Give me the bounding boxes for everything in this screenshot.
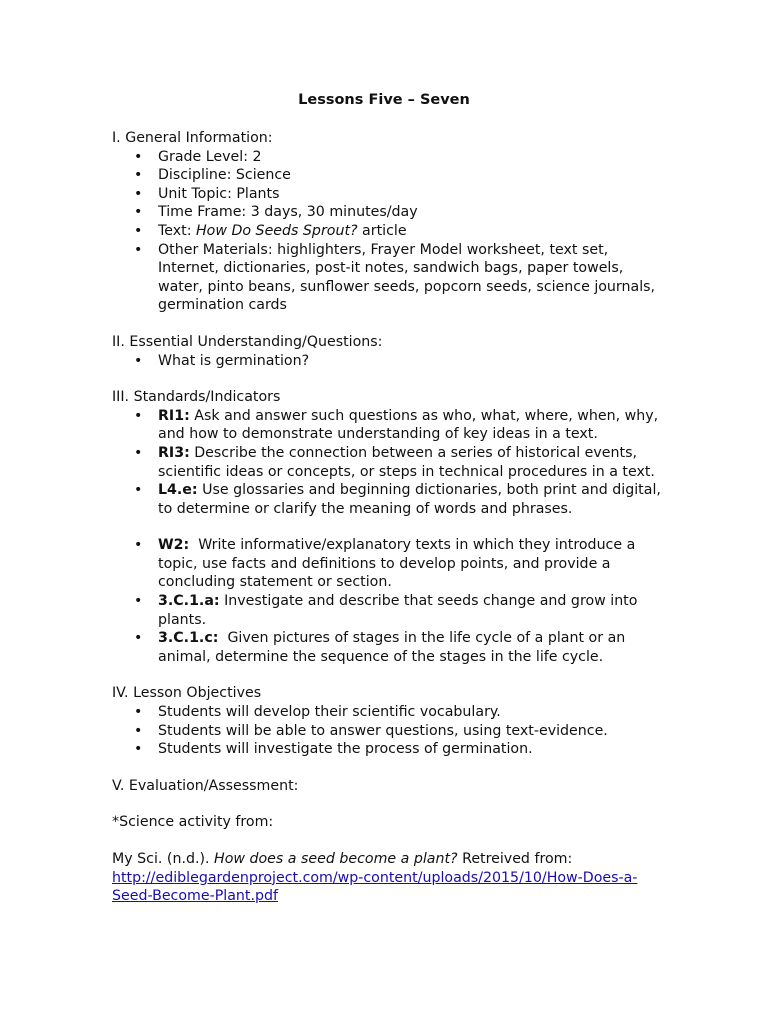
standard-code: 3.C.1.c:	[158, 630, 219, 647]
document-body	[112, 129, 662, 906]
activity-note: *Science activity from:	[112, 814, 274, 831]
text-title: How Do Seeds Sprout?	[195, 222, 358, 239]
standard-item: • RI1: Ask and answer such questions as who, what, where, when, why, and how to demonstrate understanding of key ideas in a text.	[134, 407, 659, 443]
list-item: • Discipline: Science	[134, 167, 291, 184]
list-item: • Grade Level: 2	[134, 148, 262, 165]
section-essential-heading: II. Essential Understanding/Questions:	[112, 333, 383, 350]
standard-item: • W2: Write informative/explanatory texts in which they introduce a topic, use facts and definitions to develop points, and provide a concluding statement or section.	[134, 537, 640, 591]
list-item: • Students will be able to answer questions, using text-evidence.	[134, 722, 608, 739]
standard-code: 3.C.1.a:	[158, 593, 220, 610]
document-title: Lessons Five – Seven	[298, 92, 470, 108]
section-evaluation-heading: V. Evaluation/Assessment:	[112, 777, 299, 794]
general-list	[112, 148, 662, 315]
standard-code: RI1:	[158, 407, 190, 424]
bullet-icon: •	[134, 222, 143, 239]
bullet-icon: •	[134, 148, 143, 165]
list-item: • Text: How Do Seeds Sprout? article	[134, 222, 407, 239]
list-item: • Other Materials: highlighters, Frayer Model worksheet, text set, Internet, dictionaries, post-it notes, sandwich bags, paper towels, water, pinto beans, sunflower seeds, popcorn seeds, science journals, germination cards	[134, 241, 656, 314]
bullet-icon: •	[134, 167, 143, 184]
citation: My Sci. (n.d.). How does a seed become a plant? Retreived from: http://ediblegardenproject.com/wp-content/uploads/2015/10/How-Does-a-Seed-Become-Plant.pdf	[112, 851, 638, 905]
standard-code: L4.e:	[158, 482, 198, 499]
bullet-icon: •	[134, 722, 143, 739]
standard-code: W2:	[158, 537, 190, 554]
citation-link[interactable]: http://ediblegardenproject.com/wp-content/uploads/2015/10/How-Does-a-Seed-Become-Plant.pdf	[112, 869, 638, 905]
standards-list	[112, 407, 662, 519]
section-objectives-heading: IV. Lesson Objectives	[112, 685, 262, 702]
list-item: • Time Frame: 3 days, 30 minutes/day	[134, 204, 418, 221]
standard-item: • RI3: Describe the connection between a series of historical events, scientific ideas or concepts, or steps in technical procedures in a text.	[134, 444, 655, 480]
list-item: • What is germination?	[134, 352, 310, 369]
bullet-icon: •	[134, 185, 143, 202]
citation-title: How does a seed become a plant?	[214, 851, 458, 867]
bullet-icon: •	[134, 704, 143, 721]
list-item: • Students will develop their scientific vocabulary.	[134, 704, 501, 721]
bullet-icon: •	[134, 630, 143, 647]
standard-item: • 3.C.1.c: Given pictures of stages in the life cycle of a plant or an animal, determine the sequence of the stages in the life cycle.	[134, 630, 630, 665]
bullet-icon: •	[134, 482, 143, 499]
bullet-icon: •	[134, 741, 143, 758]
standards-list-continued	[112, 536, 662, 666]
bullet-icon: •	[134, 352, 143, 369]
list-item: • Unit Topic: Plants	[134, 185, 280, 202]
bullet-icon: •	[134, 444, 143, 461]
essential-list	[112, 352, 662, 371]
bullet-icon: •	[134, 407, 143, 424]
standard-item: • L4.e: Use glossaries and beginning dictionaries, both print and digital, to determine or clarify the meaning of words and phrases.	[134, 482, 661, 517]
section-general-heading: I. General Information:	[112, 130, 273, 146]
standard-item: • 3.C.1.a: Investigate and describe that seeds change and grow into plants.	[134, 593, 638, 628]
list-item: • Students will investigate the process of germination.	[134, 741, 533, 758]
section-standards-heading: III. Standards/Indicators	[112, 389, 281, 406]
bullet-icon: •	[134, 241, 143, 258]
bullet-icon: •	[134, 537, 143, 554]
standard-code: RI3:	[158, 444, 190, 461]
bullet-icon: •	[134, 593, 143, 610]
objectives-list	[112, 703, 662, 759]
bullet-icon: •	[134, 204, 143, 221]
